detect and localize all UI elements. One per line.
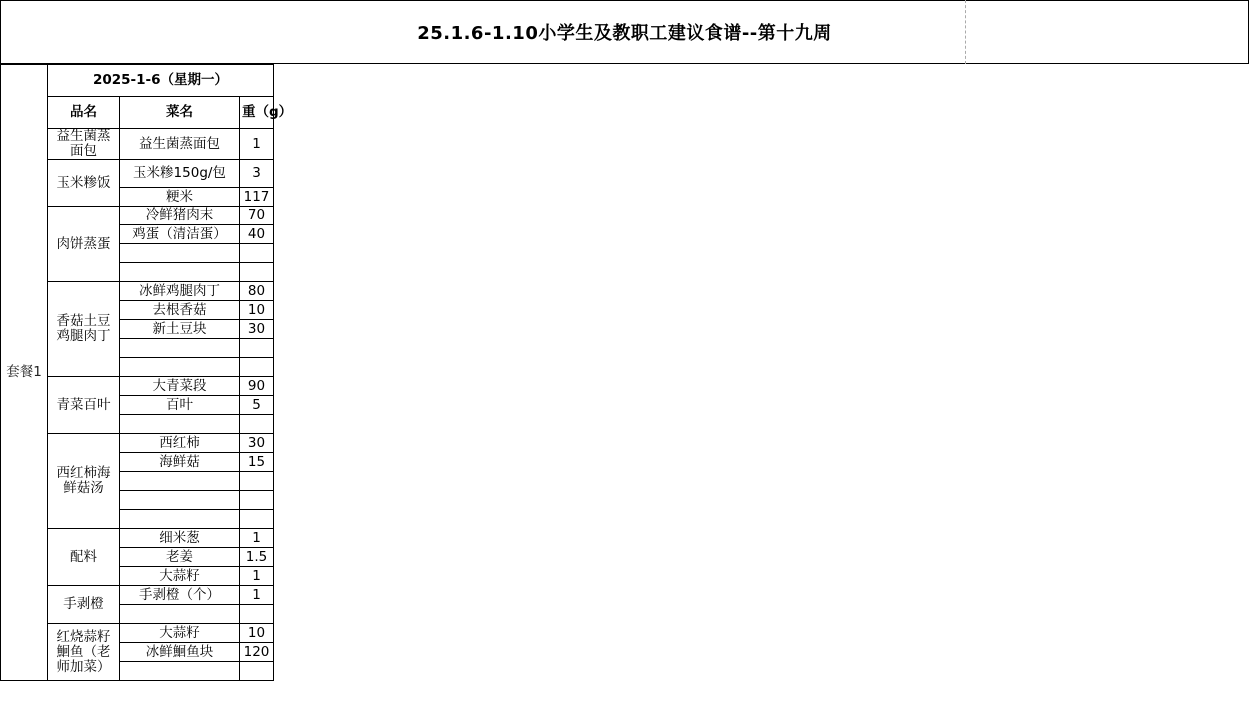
page-break-line [965, 0, 966, 64]
ingredient-weight: 15 [240, 453, 274, 472]
ingredient-weight [240, 472, 274, 491]
ingredient-weight: 10 [240, 301, 274, 320]
ingredient-weight: 1 [240, 529, 274, 548]
ingredient-name: 新土豆块 [120, 320, 240, 339]
dish-name: 青菜百叶 [48, 377, 120, 434]
ingredient-weight: 5 [240, 396, 274, 415]
ingredient-name: 去根香菇 [120, 301, 240, 320]
ingredient-name: 冰鲜鮰鱼块 [120, 643, 240, 662]
ingredient-weight: 90 [240, 377, 274, 396]
ingredient-name [120, 263, 240, 282]
ingredient-name [120, 605, 240, 624]
dish-header: 品名 [48, 97, 120, 129]
dish-name: 益生菌蒸面包 [48, 129, 120, 160]
ingredient-weight [240, 263, 274, 282]
ingredient-name: 益生菌蒸面包 [120, 129, 240, 160]
ingredient-name [120, 244, 240, 263]
page-title: 25.1.6-1.10小学生及教职工建议食谱--第十九周 [0, 0, 1249, 64]
weight-header: 重（g） [240, 97, 274, 129]
dish-name: 玉米糁饭 [48, 160, 120, 207]
ingredient-name: 海鲜菇 [120, 453, 240, 472]
ingredient-name: 老姜 [120, 548, 240, 567]
ingredient-name: 西红柿 [120, 434, 240, 453]
dish-name: 肉饼蒸蛋 [48, 207, 120, 282]
ingredient-weight [240, 491, 274, 510]
ingredient-header: 菜名 [120, 97, 240, 129]
dish-name: 香菇土豆鸡腿肉丁 [48, 282, 120, 377]
ingredient-name: 百叶 [120, 396, 240, 415]
ingredient-name [120, 491, 240, 510]
ingredient-weight: 1 [240, 586, 274, 605]
ingredient-name [120, 339, 240, 358]
ingredient-weight: 30 [240, 434, 274, 453]
ingredient-weight [240, 358, 274, 377]
ingredient-name: 大蒜籽 [120, 567, 240, 586]
ingredient-weight: 10 [240, 624, 274, 643]
day-date-1: 2025-1-6（星期一） [48, 65, 274, 97]
ingredient-weight: 120 [240, 643, 274, 662]
ingredient-weight [240, 244, 274, 263]
ingredient-name: 大青菜段 [120, 377, 240, 396]
ingredient-weight [240, 415, 274, 434]
ingredient-name [120, 510, 240, 529]
ingredient-weight: 1.5 [240, 548, 274, 567]
ingredient-name: 粳米 [120, 188, 240, 207]
ingredient-weight [240, 510, 274, 529]
ingredient-weight [240, 605, 274, 624]
dish-name: 配料 [48, 529, 120, 586]
ingredient-name: 手剥橙（个） [120, 586, 240, 605]
dish-name: 手剥橙 [48, 586, 120, 624]
ingredient-weight [240, 662, 274, 681]
ingredient-weight: 80 [240, 282, 274, 301]
ingredient-weight: 3 [240, 160, 274, 188]
ingredient-weight: 70 [240, 207, 274, 225]
ingredient-name [120, 358, 240, 377]
ingredient-weight: 1 [240, 129, 274, 160]
set-label: 套餐1 [1, 65, 48, 681]
ingredient-name: 冷鲜猪肉末 [120, 207, 240, 225]
ingredient-weight: 117 [240, 188, 274, 207]
ingredient-name [120, 662, 240, 681]
ingredient-name [120, 415, 240, 434]
dish-name: 西红柿海鲜菇汤 [48, 434, 120, 529]
ingredient-name [120, 472, 240, 491]
ingredient-name: 细米葱 [120, 529, 240, 548]
ingredient-name: 鸡蛋（清洁蛋） [120, 225, 240, 244]
ingredient-name: 玉米糁150g/包 [120, 160, 240, 188]
ingredient-name: 大蒜籽 [120, 624, 240, 643]
ingredient-name: 冰鲜鸡腿肉丁 [120, 282, 240, 301]
ingredient-weight: 30 [240, 320, 274, 339]
ingredient-weight: 1 [240, 567, 274, 586]
dish-name: 红烧蒜籽鮰鱼（老师加菜） [48, 624, 120, 681]
ingredient-weight [240, 339, 274, 358]
ingredient-weight: 40 [240, 225, 274, 244]
menu-table [0, 64, 1250, 681]
